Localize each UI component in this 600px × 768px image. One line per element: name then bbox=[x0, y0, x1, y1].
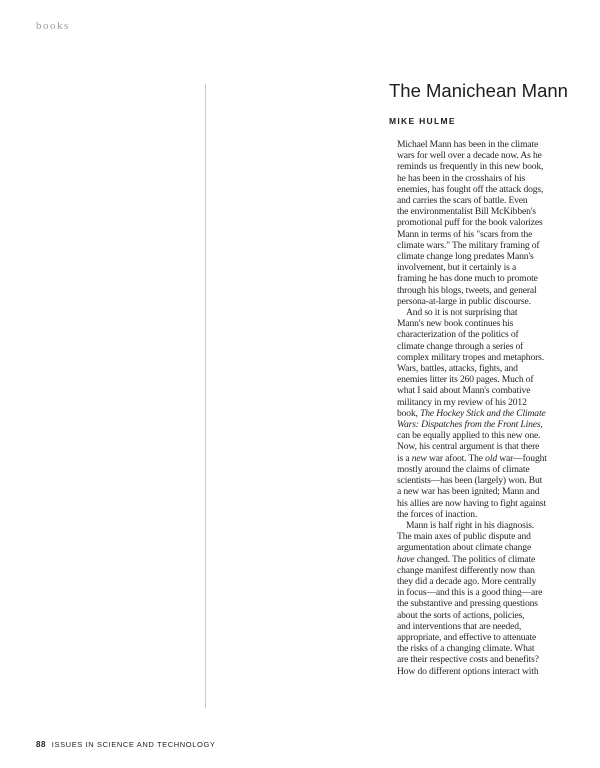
body-line: appropriate, and effective to attenuate bbox=[397, 631, 537, 643]
body-line: Michael Mann has been in the climate bbox=[397, 139, 539, 150]
body-line: climate wars." The military framing of bbox=[397, 239, 540, 251]
body-line: he has been in the crosshairs of his bbox=[397, 172, 526, 184]
body-line: they did a decade ago. More centrally bbox=[397, 575, 537, 587]
body-line: persona-at-large in public discourse. bbox=[397, 295, 531, 307]
body-line: argumentation about climate change bbox=[397, 542, 532, 554]
journal-name: ISSUES IN SCIENCE AND TECHNOLOGY bbox=[51, 740, 216, 749]
body-line: militancy in my review of his 2012 bbox=[397, 396, 527, 408]
body-line: climate change long predates Mann's bbox=[397, 251, 534, 263]
body-line: and interventions that are needed, bbox=[397, 620, 522, 632]
body-line: can be equally applied to this new one. bbox=[397, 430, 541, 442]
body-line: complex military tropes and metaphors. bbox=[397, 351, 544, 363]
page-number: 88 bbox=[36, 740, 47, 749]
body-line: mostly around the claims of climate bbox=[397, 463, 530, 475]
body-line: have changed. The politics of climate bbox=[397, 553, 536, 565]
article-author: MIKE HULME bbox=[389, 116, 456, 126]
body-line: Wars, battles, attacks, fights, and bbox=[397, 363, 518, 375]
body-line: wars for well over a decade now. As he bbox=[397, 150, 542, 162]
body-line: is a new war afoot. The old war—fought bbox=[397, 452, 547, 464]
body-line: framing he has done much to promote bbox=[397, 273, 538, 285]
body-line: book, The Hockey Stick and the Climate bbox=[397, 407, 546, 419]
body-line: are their respective costs and benefits? bbox=[397, 654, 539, 666]
body-line: The main axes of public dispute and bbox=[397, 531, 531, 543]
body-line: in focus—and this is a good thing—are bbox=[397, 587, 543, 599]
body-line: change manifest differently now than bbox=[397, 564, 535, 576]
body-line: Now, his central argument is that there bbox=[397, 441, 540, 453]
body-line: his allies are now having to fight against bbox=[397, 497, 547, 509]
body-line: Mann in terms of his "scars from the bbox=[397, 228, 533, 240]
body-line: reminds us frequently in this new book, bbox=[397, 161, 544, 173]
body-line: climate change through a series of bbox=[397, 340, 524, 352]
body-line: How do different options interact with bbox=[397, 665, 539, 677]
body-line: characterization of the politics of bbox=[397, 329, 519, 341]
body-line: about the sorts of actions, policies, bbox=[397, 609, 525, 621]
body-line: Mann's new book continues his bbox=[397, 318, 514, 330]
body-line: what I said about Mann's combative bbox=[397, 385, 531, 397]
body-line: promotional puff for the book valorizes bbox=[397, 217, 543, 229]
section-label: books bbox=[36, 20, 70, 32]
article-title: The Manichean Mann bbox=[389, 80, 568, 101]
body-line: the risks of a changing climate. What bbox=[397, 643, 535, 655]
body-line: a new war has been ignited; Mann and bbox=[397, 486, 540, 498]
body-line: enemies litter its 260 pages. Much of bbox=[397, 374, 534, 386]
body-line: through his blogs, tweets, and general bbox=[397, 284, 537, 296]
article-body bbox=[397, 139, 565, 677]
body-line: the forces of inaction. bbox=[397, 508, 478, 520]
body-line: the substantive and pressing questions bbox=[397, 598, 538, 610]
body-line: the environmentalist Bill McKibben's bbox=[397, 206, 536, 218]
page-footer bbox=[36, 740, 215, 749]
column-divider bbox=[205, 84, 206, 708]
body-line: scientists—has been (largely) won. But bbox=[397, 475, 543, 487]
body-line: And so it is not surprising that bbox=[406, 307, 518, 319]
body-line: and carries the scars of battle. Even bbox=[397, 195, 528, 207]
body-line: involvement, but it certainly is a bbox=[397, 262, 517, 274]
body-line: Wars: Dispatches from the Front Lines, bbox=[397, 419, 543, 431]
body-line: Mann is half right in his diagnosis. bbox=[406, 519, 535, 531]
body-line: enemies, has fought off the attack dogs, bbox=[397, 183, 544, 195]
